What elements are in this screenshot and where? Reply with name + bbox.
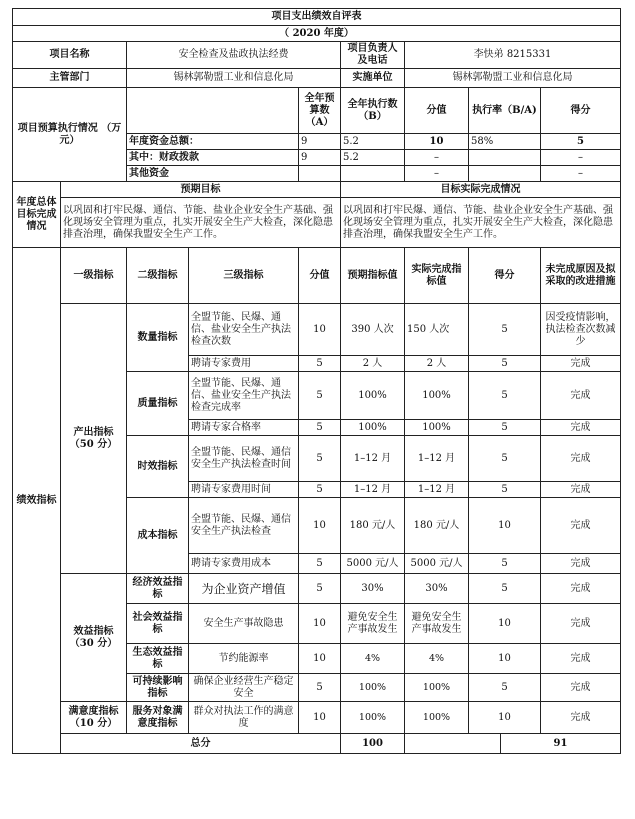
total-label: 总分 bbox=[61, 734, 341, 754]
budget-row-rate bbox=[469, 166, 541, 182]
reason-cell: 完成 bbox=[541, 674, 621, 702]
actual-cell: 100% bbox=[405, 420, 469, 436]
perf-section-label: 绩效指标 bbox=[13, 248, 61, 754]
reason-cell: 完成 bbox=[541, 702, 621, 734]
output-indicator-label: 产出指标（50 分） bbox=[61, 304, 127, 574]
l3-cell: 全盟节能、民爆、通信、盐业安全生产执法检查完成率 bbox=[189, 372, 299, 420]
expected-cell: 100% bbox=[341, 372, 405, 420]
budget-row-rate: 58% bbox=[469, 134, 541, 150]
score-cell: 5 bbox=[469, 304, 541, 356]
l3-cell: 安全生产事故隐患 bbox=[189, 604, 299, 644]
score-cell: 10 bbox=[469, 604, 541, 644]
self-evaluation-sheet bbox=[12, 8, 620, 754]
total-score-value: 100 bbox=[341, 734, 405, 754]
budget-row-budget: 9 bbox=[299, 150, 341, 166]
goals-expected-text: 以巩固和打牢民爆、通信、节能、盐业企业安全生产基础、强化现场安全管理为重点，扎实开展安全生产大检查，深化隐患排查治理，确保我盟安全生产工作。 bbox=[61, 198, 341, 248]
expected-cell: 180 元/人 bbox=[341, 498, 405, 554]
l3-cell: 全盟节能、民爆、通信、盐业安全生产执法检查次数 bbox=[189, 304, 299, 356]
expected-cell: 100% bbox=[341, 674, 405, 702]
budget-header-rate: 执行率（B/A) bbox=[469, 88, 541, 134]
reason-cell: 完成 bbox=[541, 574, 621, 604]
actual-cell: 避免安全生产事故发生 bbox=[405, 604, 469, 644]
l2-quantity: 数量指标 bbox=[127, 304, 189, 372]
score-value-cell: 5 bbox=[299, 420, 341, 436]
goals-expected-header: 预期目标 bbox=[61, 182, 341, 198]
l2-sustainable: 可持续影响指标 bbox=[127, 674, 189, 702]
year-label: （ 2020 年度） bbox=[13, 26, 621, 42]
score-value-cell: 10 bbox=[299, 304, 341, 356]
budget-row-exec bbox=[341, 166, 405, 182]
expected-cell: 100% bbox=[341, 420, 405, 436]
score-cell: 5 bbox=[469, 482, 541, 498]
actual-cell: 5000 元/人 bbox=[405, 554, 469, 574]
score-value-cell: 5 bbox=[299, 436, 341, 482]
expected-cell: 避免安全生产事故发生 bbox=[341, 604, 405, 644]
dept-value: 锡林郭勒盟工业和信息化局 bbox=[127, 69, 341, 88]
reason-cell: 完成 bbox=[541, 436, 621, 482]
impl-unit-value: 锡林郭勒盟工业和信息化局 bbox=[405, 69, 621, 88]
l3-cell: 聘请专家费用 bbox=[189, 356, 299, 372]
budget-section-label: 项目预算执行情况 （万元） bbox=[13, 88, 127, 182]
actual-cell: 150 人次 bbox=[405, 304, 469, 356]
budget-row-label: 其中：财政拨款 bbox=[127, 150, 299, 166]
score-value-cell: 10 bbox=[299, 644, 341, 674]
l3-cell: 群众对执法工作的满意度 bbox=[189, 702, 299, 734]
score-cell: 5 bbox=[469, 674, 541, 702]
actual-cell: 100% bbox=[405, 372, 469, 420]
score-cell: 5 bbox=[469, 420, 541, 436]
perf-header-score: 得分 bbox=[469, 248, 541, 304]
perf-header-actual: 实际完成指标值 bbox=[405, 248, 469, 304]
perf-header-reason: 未完成原因及拟采取的改进措施 bbox=[541, 248, 621, 304]
score-value-cell: 5 bbox=[299, 372, 341, 420]
total-score: 91 bbox=[501, 734, 621, 754]
expected-cell: 5000 元/人 bbox=[341, 554, 405, 574]
expected-cell: 1–12 月 bbox=[341, 482, 405, 498]
score-cell: 5 bbox=[469, 372, 541, 420]
budget-row-score: – bbox=[541, 150, 621, 166]
budget-header-annual: 全年预算数（A） bbox=[299, 88, 341, 134]
l3-cell: 全盟节能、民爆、通信安全生产执法检查时间 bbox=[189, 436, 299, 482]
perf-header-l1: 一级指标 bbox=[61, 248, 127, 304]
score-value-cell: 10 bbox=[299, 498, 341, 554]
goals-actual-text: 以巩固和打牢民爆、通信、节能、盐业企业安全生产基础、强化现场安全管理为重点，扎实开展安全生产大检查，深化隐患排查治理，确保我盟安全生产工作。 bbox=[341, 198, 621, 248]
impl-unit-label: 实施单位 bbox=[341, 69, 405, 88]
budget-row-budget: 9 bbox=[299, 134, 341, 150]
score-cell: 10 bbox=[469, 702, 541, 734]
perf-header-score-value: 分值 bbox=[299, 248, 341, 304]
total-row bbox=[13, 734, 621, 754]
expected-cell: 2 人 bbox=[341, 356, 405, 372]
goals-section-label: 年度总体目标完成情况 bbox=[13, 182, 61, 248]
l2-ecological: 生态效益指标 bbox=[127, 644, 189, 674]
l2-quality: 质量指标 bbox=[127, 372, 189, 436]
actual-cell: 180 元/人 bbox=[405, 498, 469, 554]
score-cell: 10 bbox=[469, 644, 541, 674]
project-name-label: 项目名称 bbox=[13, 42, 127, 69]
budget-row-score: – bbox=[541, 166, 621, 182]
reason-cell: 完成 bbox=[541, 498, 621, 554]
score-cell: 5 bbox=[469, 554, 541, 574]
score-value-cell: 5 bbox=[299, 482, 341, 498]
benefit-indicator-label: 效益指标（30 分） bbox=[61, 574, 127, 702]
score-cell: 5 bbox=[469, 356, 541, 372]
budget-row-score-value: – bbox=[405, 150, 469, 166]
goals-actual-header: 目标实际完成情况 bbox=[341, 182, 621, 198]
l3-cell: 全盟节能、民爆、通信安全生产执法检查 bbox=[189, 498, 299, 554]
total-blank bbox=[405, 734, 501, 754]
evaluation-table bbox=[12, 8, 621, 754]
actual-cell: 100% bbox=[405, 674, 469, 702]
score-value-cell: 10 bbox=[299, 702, 341, 734]
score-cell: 5 bbox=[469, 574, 541, 604]
budget-header-blank bbox=[127, 88, 299, 134]
table-row bbox=[13, 304, 621, 356]
budget-row-rate bbox=[469, 150, 541, 166]
reason-cell: 完成 bbox=[541, 644, 621, 674]
table-row bbox=[13, 702, 621, 734]
score-value-cell: 5 bbox=[299, 554, 341, 574]
budget-row-score-value: – bbox=[405, 166, 469, 182]
perf-header-l3: 三级指标 bbox=[189, 248, 299, 304]
budget-row-score-value: 10 bbox=[405, 134, 469, 150]
l2-cost: 成本指标 bbox=[127, 498, 189, 574]
budget-header-score-value: 分值 bbox=[405, 88, 469, 134]
actual-cell: 100% bbox=[405, 702, 469, 734]
budget-row-label: 年度资金总额： bbox=[127, 134, 299, 150]
l2-timeliness: 时效指标 bbox=[127, 436, 189, 498]
expected-cell: 30% bbox=[341, 574, 405, 604]
reason-cell: 因受疫情影响，执法检查次数减少 bbox=[541, 304, 621, 356]
budget-row-exec: 5.2 bbox=[341, 150, 405, 166]
l3-cell: 确保企业经营生产稳定安全 bbox=[189, 674, 299, 702]
budget-row-budget bbox=[299, 166, 341, 182]
reason-cell: 完成 bbox=[541, 356, 621, 372]
project-leader-label: 项目负责人及电话 bbox=[341, 42, 405, 69]
expected-cell: 390 人次 bbox=[341, 304, 405, 356]
l3-cell: 聘请专家合格率 bbox=[189, 420, 299, 436]
budget-header-score: 得分 bbox=[541, 88, 621, 134]
l3-cell: 节约能源率 bbox=[189, 644, 299, 674]
l2-economic: 经济效益指标 bbox=[127, 574, 189, 604]
actual-cell: 30% bbox=[405, 574, 469, 604]
score-cell: 10 bbox=[469, 498, 541, 554]
actual-cell: 4% bbox=[405, 644, 469, 674]
reason-cell: 完成 bbox=[541, 372, 621, 420]
table-title: 项目支出绩效自评表 bbox=[13, 9, 621, 26]
score-value-cell: 5 bbox=[299, 574, 341, 604]
project-name-value: 安全检查及盐政执法经费 bbox=[127, 42, 341, 69]
dept-label: 主管部门 bbox=[13, 69, 127, 88]
score-value-cell: 5 bbox=[299, 356, 341, 372]
project-leader-value: 李快弟 8215331 bbox=[405, 42, 621, 69]
l2-social: 社会效益指标 bbox=[127, 604, 189, 644]
reason-cell: 完成 bbox=[541, 420, 621, 436]
score-cell: 5 bbox=[469, 436, 541, 482]
budget-row-exec: 5.2 bbox=[341, 134, 405, 150]
reason-cell: 完成 bbox=[541, 604, 621, 644]
reason-cell: 完成 bbox=[541, 554, 621, 574]
expected-cell: 4% bbox=[341, 644, 405, 674]
l3-cell: 为企业资产增值 bbox=[189, 574, 299, 604]
score-value-cell: 5 bbox=[299, 674, 341, 702]
budget-row-label: 其他资金 bbox=[127, 166, 299, 182]
budget-row-score: 5 bbox=[541, 134, 621, 150]
actual-cell: 1–12 月 bbox=[405, 436, 469, 482]
actual-cell: 1–12 月 bbox=[405, 482, 469, 498]
actual-cell: 2 人 bbox=[405, 356, 469, 372]
expected-cell: 1–12 月 bbox=[341, 436, 405, 482]
perf-header-l2: 二级指标 bbox=[127, 248, 189, 304]
satisfaction-indicator-label: 满意度指标（10 分） bbox=[61, 702, 127, 734]
l2-service: 服务对象满意度指标 bbox=[127, 702, 189, 734]
score-value-cell: 10 bbox=[299, 604, 341, 644]
reason-cell: 完成 bbox=[541, 482, 621, 498]
l3-cell: 聘请专家费用成本 bbox=[189, 554, 299, 574]
budget-header-exec: 全年执行数（B） bbox=[341, 88, 405, 134]
perf-header-expected: 预期指标值 bbox=[341, 248, 405, 304]
expected-cell: 100% bbox=[341, 702, 405, 734]
table-row bbox=[13, 574, 621, 604]
l3-cell: 聘请专家费用时间 bbox=[189, 482, 299, 498]
